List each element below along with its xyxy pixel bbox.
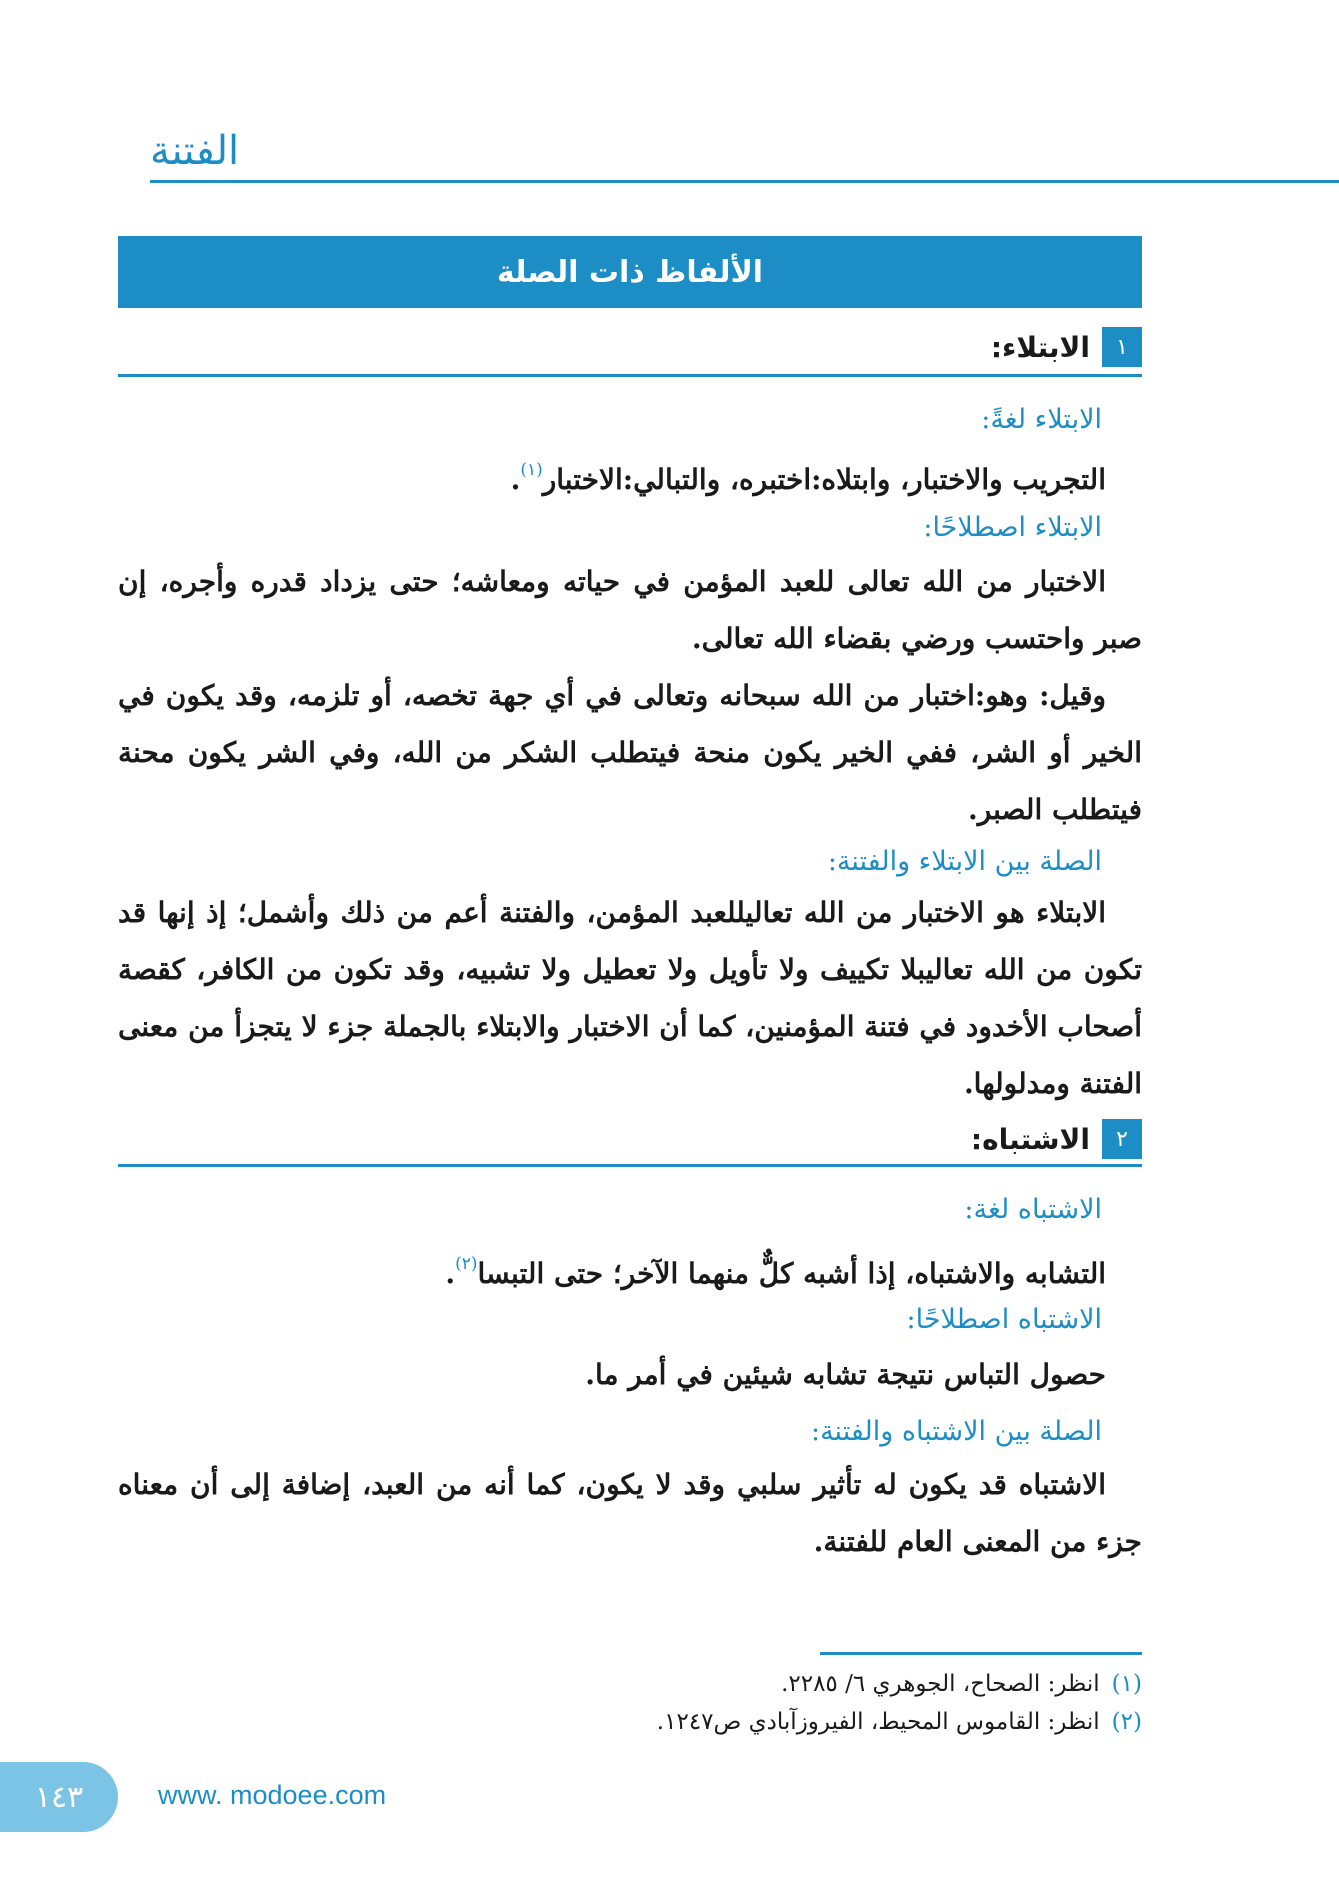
paragraph-lang-text: التجريب والاختبار، وابتلاه:اختبره، والتبالي:الاختبار <box>542 463 1106 496</box>
footnote-ref: (١) <box>520 460 543 480</box>
page-number: ١٤٣ <box>34 1779 84 1815</box>
footnote-ref: (٢) <box>455 1254 478 1274</box>
subheading-term: الابتلاء اصطلاحًا: <box>923 512 1102 543</box>
subheading-lang: الاشتباه لغة: <box>964 1194 1102 1225</box>
footnote-2 <box>657 1704 1142 1740</box>
subheading-term: الاشتباه اصطلاحًا: <box>906 1304 1102 1335</box>
footnote-divider <box>820 1652 1142 1655</box>
subheading-relation: الصلة بين الاشتباه والفتنة: <box>810 1416 1102 1447</box>
item-heading-ishtibah <box>971 1119 1142 1159</box>
subheading-relation: الصلة بين الابتلاء والفتنة: <box>827 846 1102 877</box>
header-divider <box>150 180 1339 183</box>
paragraph-term: الاختبار من الله تعالى للعبد المؤمن في حياته ومعاشه؛ حتى يزداد قدره وأجره، إن صبر واحتسب ورضي بقضاء الله تعالى. <box>118 565 1142 655</box>
paragraph-term: حصول التباس نتيجة تشابه شيئين في أمر ما. <box>585 1358 1106 1391</box>
item-title: الابتلاء: <box>990 330 1090 364</box>
item-divider <box>118 374 1142 377</box>
paragraph-relation: الاشتباه قد يكون له تأثير سلبي وقد لا يكون، كما أنه من العبد، إضافة إلى أن معناه جزء من المعنى العام للفتنة. <box>118 1468 1142 1558</box>
section-banner <box>118 236 1142 308</box>
footnote-number: (١) <box>1111 1671 1142 1697</box>
website-link[interactable]: www. modoee.com <box>158 1780 387 1810</box>
item-number-badge: ١ <box>1102 327 1142 367</box>
paragraph-lang: التشابه والاشتباه، إذا أشبه كلٌّ منهما الآخر؛ حتى التبسا$^{(٢)}$. <box>445 1254 1106 1290</box>
page-title: الفتنة <box>150 128 240 174</box>
item-divider <box>118 1164 1142 1167</box>
footnote-text: انظر: الصحاح، الجوهري ٦/ ٢٢٨٥. <box>781 1671 1100 1697</box>
paragraph-relation: الابتلاء هو الاختبار من الله تعاليللعبد المؤمن، والفتنة أعم من ذلك وأشمل؛ إذ إنها قد تكون من الله تعاليبلا تكييف ولا تأويل ولا تعطيل ولا تشبيه، وقد تكون من الكافر، كقصة أصحاب الأخدود في فتنة المؤمنين، كما أن الاختبار والابتلاء بالجملة جزء لا يتجزأ من معنى الفتنة ومدلولها. <box>118 896 1142 1100</box>
section-banner-title: الألفاظ ذات الصلة <box>496 254 764 290</box>
item-number-badge: ٢ <box>1102 1119 1142 1159</box>
page-number-tab <box>0 1762 118 1832</box>
item-title: الاشتباه: <box>970 1122 1090 1156</box>
footnote-number: (٢) <box>1111 1709 1142 1735</box>
footnote-text: انظر: القاموس المحيط، الفيروزآبادي ص١٢٤٧. <box>656 1709 1100 1735</box>
footnote-1 <box>781 1666 1142 1702</box>
paragraph-lang: التجريب والاختبار، وابتلاه:اختبره، والتبالي:الاختبار$^{(١)}$. <box>510 460 1106 496</box>
paragraph-term-alt: وقيل: وهو:اختبار من الله سبحانه وتعالى في أي جهة تخصه، أو تلزمه، وقد يكون في الخير أو الشر، ففي الخير يكون منحة فيتطلب الشكر من الله، وفي الشر يكون محنة فيتطلب الصبر. <box>118 679 1142 826</box>
item-heading-ibtila <box>991 327 1142 367</box>
subheading-lang: الابتلاء لغةً: <box>981 404 1102 435</box>
paragraph-lang-text: التشابه والاشتباه، إذا أشبه كلٌّ منهما الآخر؛ حتى التبسا <box>477 1257 1106 1290</box>
